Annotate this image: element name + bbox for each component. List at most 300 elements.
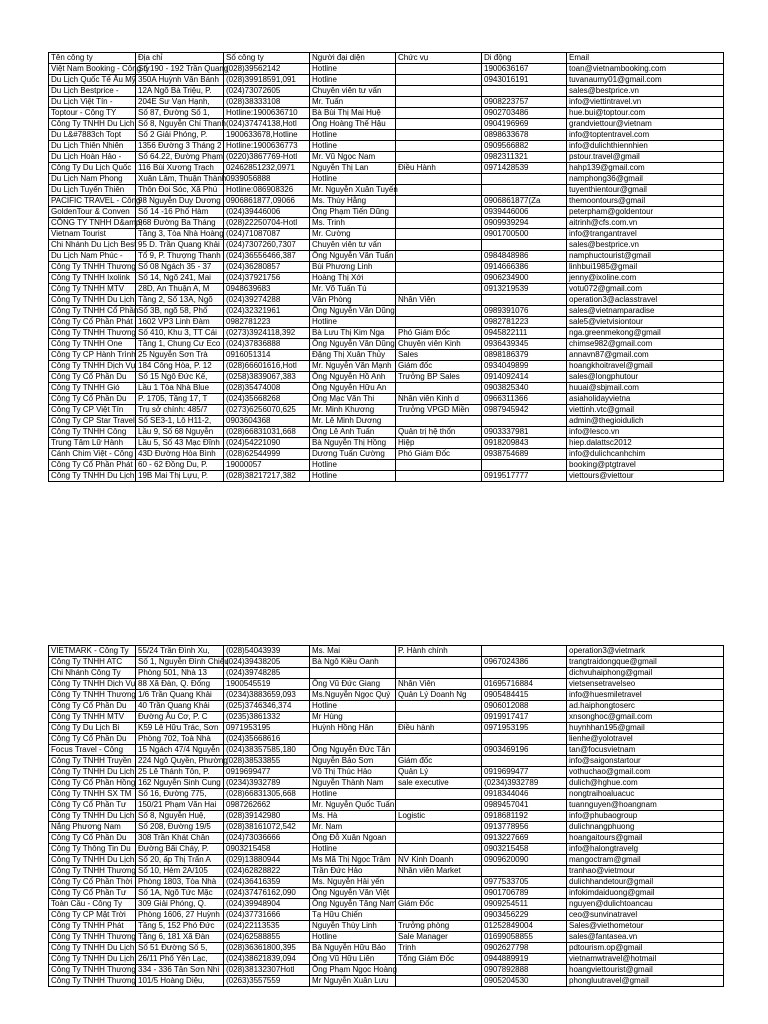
cell-company-name: Công Ty TNHH Du Lịch [49, 811, 136, 822]
cell-email: tranhao@vietmour [567, 866, 724, 877]
cell-representative: Mr Hùng [310, 712, 396, 723]
cell-company-phone: (028)38533855 [224, 756, 310, 767]
cell-position: Nhân Viên [396, 295, 482, 306]
contact-table-1 [48, 52, 724, 482]
table-row [49, 668, 724, 679]
cell-address: 95 D. Trần Quang Khải [136, 240, 224, 251]
cell-email: info@viettintravel.vn [567, 97, 724, 108]
table-row [49, 339, 724, 350]
cell-position [396, 745, 482, 756]
cell-position [396, 141, 482, 152]
cell-position: Giám đốc [396, 361, 482, 372]
table-row [49, 119, 724, 130]
cell-representative: Dương Tuấn Cường [310, 449, 396, 460]
cell-mobile: 0909939294 [482, 218, 567, 229]
cell-representative: Mr. Võ Tuấn Tú [310, 284, 396, 295]
cell-representative: Chuyên viên tư vấn [310, 240, 396, 251]
cell-company-name: Công Ty TNHH Thương [49, 328, 136, 339]
cell-email: info@trangantravel [567, 229, 724, 240]
cell-mobile: 0984848986 [482, 251, 567, 262]
cell-company-phone: Số công ty [224, 53, 310, 64]
cell-mobile: 0913227669 [482, 833, 567, 844]
cell-representative: Ông Hoàng Thế Hậu [310, 119, 396, 130]
cell-address: Số 15 Ngô Đức Kế, [136, 372, 224, 383]
cell-email: huuai@sbjmail.com [567, 383, 724, 394]
cell-company-name: Công Ty TNHH Cổ Phần [49, 306, 136, 317]
cell-email: sales@bestprice.vn [567, 86, 724, 97]
cell-address: 184 Công Hòa, P. 12 [136, 361, 224, 372]
cell-address: Số 1, Nguyễn Đình Chiểu [136, 657, 224, 668]
table-row [49, 811, 724, 822]
cell-email: hahp139@gmail.com [567, 163, 724, 174]
cell-representative: Mr. Nguyễn Xuân Tuyến [310, 185, 396, 196]
cell-address: Số 87, Đường Số 1, [136, 108, 224, 119]
cell-representative: Ông Phạm Ngọc Hoàng [310, 965, 396, 976]
cell-mobile [482, 460, 567, 471]
cell-company-phone: (028)39562142 [224, 64, 310, 75]
table-row [49, 97, 724, 108]
cell-position [396, 789, 482, 800]
cell-company-name: Du Lịch Việt Tín - [49, 97, 136, 108]
cell-representative: Hotline [310, 75, 396, 86]
cell-address: 43D Đường Hòa Bình [136, 449, 224, 460]
cell-address: Phòng 1803, Tòa Nhà [136, 877, 224, 888]
cell-company-phone: (024)62828822 [224, 866, 310, 877]
cell-position: Phó Giám Đốc [396, 449, 482, 460]
cell-email: info@halongtravelg [567, 844, 724, 855]
cell-mobile: Di động [482, 53, 567, 64]
table-row [49, 965, 724, 976]
cell-position [396, 240, 482, 251]
cell-position: Sales [396, 350, 482, 361]
cell-representative: Hotline [310, 471, 396, 482]
cell-address: Đường Bãi Cháy, P. [136, 844, 224, 855]
cell-mobile: 0939446006 [482, 207, 567, 218]
cell-mobile: 0938754689 [482, 449, 567, 460]
cell-company-name: Công Ty TNHH MTV [49, 284, 136, 295]
cell-company-phone: (024)39274288 [224, 295, 310, 306]
cell-company-name: Công Ty TNHH ATC [49, 657, 136, 668]
cell-company-name: Vietnam Tourist [49, 229, 136, 240]
cell-address: 150/21 Phạm Văn Hai [136, 800, 224, 811]
cell-mobile: 1900636167 [482, 64, 567, 75]
cell-address: 224 Ngô Quyền, Phường [136, 756, 224, 767]
cell-address: 162 Nguyễn Sinh Cung [136, 778, 224, 789]
cell-company-name: Công Ty Cổ Phần Tư [49, 888, 136, 899]
cell-position [396, 218, 482, 229]
cell-representative [310, 734, 396, 745]
cell-address: Địa chỉ [136, 53, 224, 64]
cell-mobile: 0936439345 [482, 339, 567, 350]
cell-mobile [482, 646, 567, 657]
cell-position [396, 86, 482, 97]
cell-email: booking@ptgtravel [567, 460, 724, 471]
cell-company-name: Công Ty Cổ Phần Hồng [49, 778, 136, 789]
cell-address: Số 1A, Ngõ Tức Mặc [136, 888, 224, 899]
cell-email: viettinh.vtc@gmail [567, 405, 724, 416]
cell-company-name: VIETMARK - Công Ty [49, 646, 136, 657]
cell-company-phone: (028)62544999 [224, 449, 310, 460]
cell-mobile: 0987945942 [482, 405, 567, 416]
cell-company-phone: (024)73036666 [224, 833, 310, 844]
table-row [49, 943, 724, 954]
cell-mobile: 0898186379 [482, 350, 567, 361]
cell-address: Số 208, Đường 19/5 [136, 822, 224, 833]
cell-email: tan@focusvietnam [567, 745, 724, 756]
cell-company-name: Công Ty TNHH Thương [49, 932, 136, 943]
cell-position [396, 712, 482, 723]
cell-company-name: Công Ty TNHH Dịch Vụ [49, 361, 136, 372]
cell-representative: Trần Đức Hảo [310, 866, 396, 877]
cell-address: Số 10, Hẻm 2A/105 [136, 866, 224, 877]
cell-representative: Vân Phòng [310, 295, 396, 306]
cell-representative: Ông Nguyễn Hồ Anh [310, 372, 396, 383]
cell-representative: Ông Phạm Tiến Dũng [310, 207, 396, 218]
cell-company-phone: (024)37474138,Hotl [224, 119, 310, 130]
cell-company-name: Công Ty TNHH SX TM [49, 789, 136, 800]
cell-company-name: Cánh Chim Việt - Công [49, 449, 136, 460]
cell-email: linhbui1985@gmail [567, 262, 724, 273]
cell-email: grandviettour@vietnam [567, 119, 724, 130]
table-row [49, 372, 724, 383]
cell-email: hoangaitours@gmail [567, 833, 724, 844]
cell-position: Điều hành [396, 723, 482, 734]
cell-company-phone: (028)35474008 [224, 383, 310, 394]
cell-position [396, 185, 482, 196]
cell-address: 25 Nguyễn Sơn Trà [136, 350, 224, 361]
cell-company-phone: (028)38161072,542 [224, 822, 310, 833]
cell-company-phone: (0258)3839067,383 [224, 372, 310, 383]
cell-company-phone: (024)38357585,180 [224, 745, 310, 756]
cell-representative: Ms. Nguyễn Hải yến [310, 877, 396, 888]
cell-email: asiaholidayvietna [567, 394, 724, 405]
cell-representative: Chuyên viên tư vấn [310, 86, 396, 97]
cell-mobile: 0918681192 [482, 811, 567, 822]
cell-representative: Hotline [310, 932, 396, 943]
cell-representative: Mr. Nguyễn Quốc Tuấn [310, 800, 396, 811]
cell-mobile [482, 416, 567, 427]
cell-position: Tổng Giám Đốc [396, 954, 482, 965]
cell-address: 309 Giải Phóng, Q. [136, 899, 224, 910]
cell-company-name: Công Ty TNHH Du Lịch [49, 954, 136, 965]
cell-address: 26/11 Phố Yên Lạc, [136, 954, 224, 965]
cell-mobile: 0918344046 [482, 789, 567, 800]
cell-company-name: Công Ty CP Star Travel [49, 416, 136, 427]
cell-representative: Mr. Minh Khương [310, 405, 396, 416]
cell-company-name: Công Ty Thông Tin Du [49, 844, 136, 855]
cell-position [396, 251, 482, 262]
cell-company-name: Công Ty Cổ Phần Du [49, 701, 136, 712]
cell-position [396, 317, 482, 328]
cell-mobile: 0905204530 [482, 976, 567, 987]
cell-representative: Ms. Hà [310, 811, 396, 822]
table-row [49, 767, 724, 778]
cell-address: 968 Đường Ba Tháng [136, 218, 224, 229]
cell-position [396, 229, 482, 240]
cell-company-name: CÔNG TY TNHH D&amp; [49, 218, 136, 229]
cell-company-name: Công Ty TNHH Dịch Vụ [49, 679, 136, 690]
table-row [49, 218, 724, 229]
cell-email: phongluutravel@gmail [567, 976, 724, 987]
cell-company-name: GoldenTour & Conven [49, 207, 136, 218]
cell-email: sales@vietnamparadise [567, 306, 724, 317]
cell-company-name: Công Ty Cổ Phần Thời [49, 877, 136, 888]
cell-email: xnsonghoc@gmail.com [567, 712, 724, 723]
cell-address: Lầu 5, Số 43 Mạc Đĩnh [136, 438, 224, 449]
table-row [49, 394, 724, 405]
cell-mobile: 0913778956 [482, 822, 567, 833]
cell-position [396, 910, 482, 921]
cell-representative: Bà Bùi Thị Mai Huệ [310, 108, 396, 119]
cell-position: Trinh [396, 943, 482, 954]
cell-company-name: Công Ty TNHH Ixolink [49, 273, 136, 284]
table-row [49, 108, 724, 119]
cell-email: admin@thegioidulich [567, 416, 724, 427]
cell-email: info@toptentravel.com [567, 130, 724, 141]
cell-mobile: 0919917417 [482, 712, 567, 723]
cell-company-phone: 1900633678,Hotline [224, 130, 310, 141]
cell-company-phone: (028)39142980 [224, 811, 310, 822]
cell-company-phone: (024)73072605 [224, 86, 310, 97]
table-row [49, 416, 724, 427]
cell-mobile: 0971953195 [482, 723, 567, 734]
cell-company-name: Du L&#7883ch Topt [49, 130, 136, 141]
cell-representative: Mr. Cường [310, 229, 396, 240]
cell-address: Tầng 5, 152 Phó Đức [136, 921, 224, 932]
cell-company-name: Công Ty TNHH Thương [49, 262, 136, 273]
cell-company-name: Công Ty TNHH MTV [49, 712, 136, 723]
cell-representative: Ông Nguyễn Đức Tân [310, 745, 396, 756]
cell-company-phone: (0273)3924118,392 [224, 328, 310, 339]
cell-company-phone: (024)37476162,090 [224, 888, 310, 899]
cell-mobile: 0902703486 [482, 108, 567, 119]
cell-company-phone: (0263)3557559 [224, 976, 310, 987]
cell-email: huynhhan195@gmail [567, 723, 724, 734]
cell-mobile: 0906012088 [482, 701, 567, 712]
cell-company-phone: (028)36361800,395 [224, 943, 310, 954]
table-row [49, 438, 724, 449]
cell-company-name: Du Lịch Quốc Tế Âu Mỹ [49, 75, 136, 86]
cell-position [396, 800, 482, 811]
cell-position: Logistic [396, 811, 482, 822]
cell-position [396, 976, 482, 987]
cell-mobile [482, 174, 567, 185]
cell-company-name: PACIFIC TRAVEL - Công [49, 196, 136, 207]
table-row [49, 822, 724, 833]
cell-mobile: 0908223757 [482, 97, 567, 108]
cell-email: mangoctram@gmail [567, 855, 724, 866]
cell-email: hoangviettourist@gmail [567, 965, 724, 976]
cell-mobile: 0914666386 [482, 262, 567, 273]
cell-representative: Đặng Thị Xuân Thủy [310, 350, 396, 361]
cell-company-name: Công Ty TNHH Công [49, 427, 136, 438]
cell-company-phone: Hotline:1900636710 [224, 108, 310, 119]
cell-company-name: Công Ty TNHH Du Lịch [49, 767, 136, 778]
cell-mobile: 0909566882 [482, 141, 567, 152]
cell-representative: Bà Nguyễn Hữu Bảo [310, 943, 396, 954]
cell-representative: Tạ Hữu Chiến [310, 910, 396, 921]
cell-mobile [482, 185, 567, 196]
table-row [49, 141, 724, 152]
cell-company-phone: (024)62588855 [224, 932, 310, 943]
cell-position [396, 207, 482, 218]
table-row [49, 75, 724, 86]
cell-company-name: Công Ty CP Việt Tín [49, 405, 136, 416]
cell-email: info@lesco.vn [567, 427, 724, 438]
cell-company-phone: (0220)3867769-Hotl [224, 152, 310, 163]
cell-company-phone: (024)39446006 [224, 207, 310, 218]
cell-representative: Ông Nguyễn Văn Tuấn [310, 251, 396, 262]
cell-position [396, 174, 482, 185]
cell-address: Đường Âu Cơ, P. C [136, 712, 224, 723]
cell-company-phone: (028)66831031,668 [224, 427, 310, 438]
cell-company-name: Công Ty TNHH Thương [49, 866, 136, 877]
table-row [49, 789, 724, 800]
cell-company-phone: (024)37836888 [224, 339, 310, 350]
cell-position [396, 119, 482, 130]
cell-email: hue.bui@toptour.com [567, 108, 724, 119]
cell-company-phone: (028)66601616,Hotl [224, 361, 310, 372]
cell-company-phone: (028)38217217,382 [224, 471, 310, 482]
cell-mobile [482, 295, 567, 306]
cell-company-phone: (024)54221090 [224, 438, 310, 449]
cell-company-name: Công Ty TNHH Du Lịch [49, 295, 136, 306]
cell-company-name: Chi Nhánh Du Lịch Best [49, 240, 136, 251]
cell-position: P. Hành chính [396, 646, 482, 657]
cell-company-phone: 0903604368 [224, 416, 310, 427]
cell-address: Số 14, Ngõ 241, Mai [136, 273, 224, 284]
cell-address: 334 - 336 Tân Sơn Nhì [136, 965, 224, 976]
cell-company-name: Du Lịch Hoàn Hảo - [49, 152, 136, 163]
cell-representative: Huỳnh Hồng Hân [310, 723, 396, 734]
cell-email: info@saigonstartour [567, 756, 724, 767]
cell-address: Phòng 501, Nhà 13 [136, 668, 224, 679]
cell-mobile [482, 734, 567, 745]
cell-mobile: 0982311321 [482, 152, 567, 163]
cell-address: 204E Sư Vạn Hạnh, [136, 97, 224, 108]
cell-position [396, 383, 482, 394]
cell-address: 55/24 Trần Đình Xu, [136, 646, 224, 657]
cell-mobile: 0971428539 [482, 163, 567, 174]
cell-company-phone: (024)22113535 [224, 921, 310, 932]
table-row [49, 888, 724, 899]
cell-company-phone: 0971953195 [224, 723, 310, 734]
table-row [49, 734, 724, 745]
cell-address: Tầng 6, 181 Xã Đàn [136, 932, 224, 943]
cell-representative: Mr. Tuấn [310, 97, 396, 108]
cell-address: Số 3B, ngõ 58, Phố [136, 306, 224, 317]
cell-email: pdtourism.op@gmail [567, 943, 724, 954]
cell-position [396, 701, 482, 712]
cell-company-phone: 0987262662 [224, 800, 310, 811]
cell-company-phone: Hotline:086908326 [224, 185, 310, 196]
cell-email: Sales@viethometour [567, 921, 724, 932]
cell-company-name: Du Lịch Tuyến Thiên [49, 185, 136, 196]
cell-company-phone: (024)36416359 [224, 877, 310, 888]
cell-representative: Mr Nguyễn Xuân Lưu [310, 976, 396, 987]
table-row [49, 932, 724, 943]
cell-mobile: 0934049899 [482, 361, 567, 372]
cell-company-name: Du Lịch Thiên Nhiên [49, 141, 136, 152]
cell-email: namphuctourist@gmail [567, 251, 724, 262]
table-row [49, 460, 724, 471]
cell-address: Số 2 Giải Phóng, P. [136, 130, 224, 141]
table-row [49, 306, 724, 317]
table-row [49, 910, 724, 921]
cell-representative: Hotline [310, 844, 396, 855]
table-row [49, 383, 724, 394]
cell-mobile: 0903337981 [482, 427, 567, 438]
cell-company-name: Công Ty Du Lịch Quốc [49, 163, 136, 174]
cell-position [396, 273, 482, 284]
cell-company-name: Công Ty Cổ Phần Phát [49, 460, 136, 471]
cell-email: dichvuhaiphong@gmail [567, 668, 724, 679]
cell-position [396, 196, 482, 207]
cell-company-phone: 0916051314 [224, 350, 310, 361]
cell-address: Số 16, Đường 775, [136, 789, 224, 800]
cell-company-name: Công Ty TNHH Thương [49, 690, 136, 701]
table-row [49, 712, 724, 723]
cell-representative: Hotline [310, 460, 396, 471]
cell-position [396, 471, 482, 482]
table-row [49, 899, 724, 910]
cell-company-name: Công Ty TNHH Truyền [49, 756, 136, 767]
table-row [49, 229, 724, 240]
table-row [49, 262, 724, 273]
cell-email: hoangkhoitravel@gmail [567, 361, 724, 372]
cell-company-name: Công Ty TNHH Thương [49, 965, 136, 976]
cell-position [396, 130, 482, 141]
cell-email: trangtraidongque@gmail [567, 657, 724, 668]
cell-mobile: 0914092414 [482, 372, 567, 383]
cell-representative: Nguyễn Thành Nam [310, 778, 396, 789]
cell-company-phone: Hotline:1900636773 [224, 141, 310, 152]
cell-position [396, 284, 482, 295]
table-row [49, 844, 724, 855]
cell-address: Số 8, Nguyễn Chí Thanh [136, 119, 224, 130]
table-row [49, 130, 724, 141]
cell-address: 1356 Đường 3 Tháng 2 [136, 141, 224, 152]
cell-position [396, 460, 482, 471]
cell-address: Tổ 9, P. Thượng Thanh [136, 251, 224, 262]
cell-representative: Mr. Vũ Ngọc Nam [310, 152, 396, 163]
cell-address: Tầng 2, Số 13A, Ngõ [136, 295, 224, 306]
cell-position [396, 657, 482, 668]
cell-mobile [482, 866, 567, 877]
cell-mobile: 0903215458 [482, 844, 567, 855]
cell-company-name: Toptour - Công TY [49, 108, 136, 119]
cell-mobile: 0906234900 [482, 273, 567, 284]
cell-email: pstour.travel@gmail [567, 152, 724, 163]
cell-representative [310, 668, 396, 679]
cell-company-phone: 0982781223 [224, 317, 310, 328]
cell-address: 98 Nguyễn Duy Dương [136, 196, 224, 207]
cell-company-name: Nắng Phương Nam [49, 822, 136, 833]
cell-company-phone: (0235)3861332 [224, 712, 310, 723]
cell-mobile: 0901700500 [482, 229, 567, 240]
cell-representative: Nguyễn Thị Lan [310, 163, 396, 174]
cell-position [396, 152, 482, 163]
table-row [49, 745, 724, 756]
cell-company-phone: (028)38132307Hotl [224, 965, 310, 976]
cell-address: Thôn Đoi Sóc, Xã Phú [136, 185, 224, 196]
cell-mobile [482, 86, 567, 97]
cell-email: Email [567, 53, 724, 64]
cell-company-name: Công Ty TNHH Gió [49, 383, 136, 394]
cell-representative: Hoàng Thị Xới [310, 273, 396, 284]
cell-company-name: Công Ty CP Hành Trình [49, 350, 136, 361]
cell-company-phone: (024)35668616 [224, 734, 310, 745]
